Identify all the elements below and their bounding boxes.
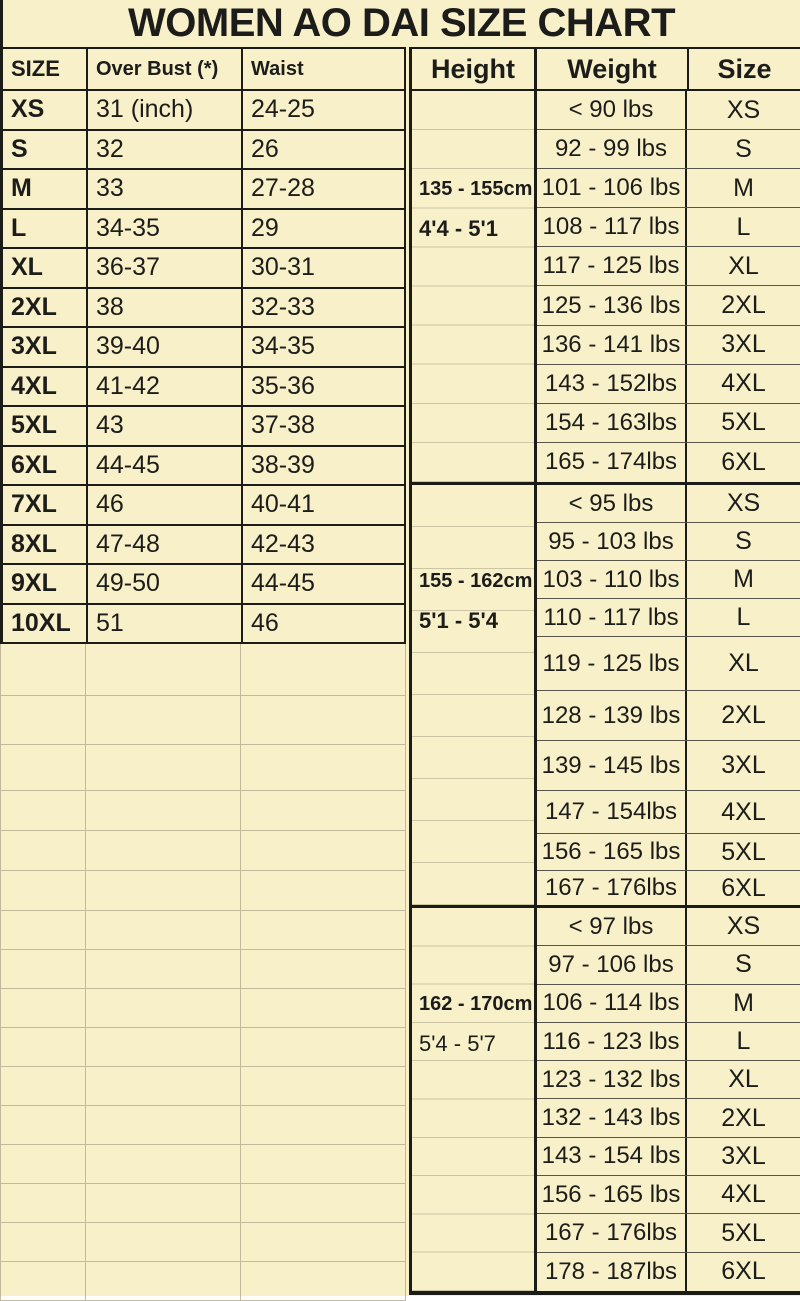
empty-over-bust-cell (86, 950, 241, 988)
weight-cell: 119 - 125 lbs (537, 637, 687, 690)
empty-waist-cell (241, 1106, 406, 1144)
empty-size-cell (1, 1145, 86, 1183)
weight-size-group-2 (537, 485, 800, 908)
empty-size-cell (1, 1067, 86, 1105)
weight-cell: 108 - 117 lbs (537, 208, 687, 246)
tables-container (0, 47, 800, 1296)
size-cell: XL (728, 1065, 759, 1094)
size-cell: XL (728, 649, 759, 677)
empty-waist-cell (241, 1262, 406, 1300)
measurement-row (0, 447, 406, 487)
weight-size-row (537, 365, 800, 404)
height-group-cell (412, 908, 534, 1291)
empty-over-bust-cell (86, 745, 241, 790)
measurement-table-header-row (0, 47, 406, 91)
size-cell: XS (726, 489, 761, 517)
measurement-row (0, 210, 406, 250)
empty-size-cell (1, 1106, 86, 1144)
empty-over-bust-cell (86, 1028, 241, 1066)
size-cell: S (735, 950, 752, 979)
weight-size-row (537, 599, 800, 637)
empty-over-bust-cell (86, 791, 241, 830)
measurement-row (0, 328, 406, 368)
over-bust-cell: 34-35 (88, 210, 243, 248)
measurement-row (0, 526, 406, 566)
weight-cell: 132 - 143 lbs (537, 1099, 687, 1136)
empty-waist-cell (241, 1184, 406, 1222)
height-range-ft: 5'4 - 5'7 (419, 1030, 496, 1056)
measurement-row (0, 486, 406, 526)
empty-row (0, 1145, 406, 1184)
empty-over-bust-cell (86, 989, 241, 1027)
empty-waist-cell (241, 911, 406, 949)
empty-row (0, 1223, 406, 1262)
empty-waist-cell (241, 1145, 406, 1183)
page-title: WOMEN AO DAI SIZE CHART (0, 0, 800, 47)
height-range-ft: 5'1 - 5'4 (419, 607, 498, 633)
weight-cell: 167 - 176lbs (537, 871, 687, 905)
empty-waist-cell (241, 1223, 406, 1261)
size-cell: M (733, 565, 754, 593)
weight-cell: 123 - 132 lbs (537, 1061, 687, 1098)
size-cell: M (3, 170, 88, 208)
over-bust-cell: 39-40 (88, 328, 243, 366)
weight-size-row (537, 741, 800, 791)
empty-over-bust-cell (86, 1223, 241, 1261)
weight-size-row (537, 1214, 800, 1252)
weight-cell: < 90 lbs (537, 91, 687, 129)
size-cell: XS (726, 912, 761, 941)
weight-cell: 101 - 106 lbs (537, 169, 687, 207)
weight-cell: 156 - 165 lbs (537, 834, 687, 870)
weight-size-row (537, 834, 800, 871)
empty-over-bust-cell (86, 871, 241, 910)
measurement-row (0, 131, 406, 171)
column-header-size-right: Size (717, 53, 772, 84)
weight-cell: 95 - 103 lbs (537, 523, 687, 560)
size-cell: 2XL (721, 701, 766, 729)
waist-cell: 38-39 (243, 447, 406, 485)
size-cell: 3XL (3, 328, 88, 366)
column-header-size: SIZE (3, 49, 88, 89)
weight-cell: 110 - 117 lbs (537, 599, 687, 636)
empty-row (0, 1262, 406, 1301)
size-cell: 4XL (721, 797, 766, 826)
weight-size-group-1 (537, 91, 800, 485)
weight-size-row (537, 946, 800, 984)
empty-over-bust-cell (86, 1145, 241, 1183)
waist-cell: 42-43 (243, 526, 406, 564)
measurement-table-solid-section (0, 47, 406, 644)
empty-size-cell (1, 644, 86, 695)
size-cell: L (736, 212, 751, 241)
weight-size-row (537, 985, 800, 1023)
empty-row (0, 1028, 406, 1067)
empty-row (0, 911, 406, 950)
empty-waist-cell (241, 871, 406, 910)
size-cell: 9XL (3, 565, 88, 603)
weight-size-row (537, 404, 800, 443)
size-cell: L (736, 603, 751, 631)
size-cell: L (736, 1027, 751, 1056)
column-header-over-bust: Over Bust (*) (88, 49, 243, 89)
empty-size-cell (1, 1028, 86, 1066)
empty-size-cell (1, 950, 86, 988)
size-cell: 2XL (3, 289, 88, 327)
over-bust-cell: 49-50 (88, 565, 243, 603)
size-cell: 4XL (3, 368, 88, 406)
empty-size-cell (1, 696, 86, 744)
empty-size-cell (1, 871, 86, 910)
empty-row (0, 745, 406, 791)
empty-over-bust-cell (86, 696, 241, 744)
waist-cell: 32-33 (243, 289, 406, 327)
height-range-ft: 4'4 - 5'1 (419, 215, 498, 241)
empty-size-cell (1, 1223, 86, 1261)
size-cell: XS (3, 91, 88, 129)
size-cell: 5XL (721, 837, 766, 866)
height-group-cell (412, 485, 534, 908)
weight-cell: 116 - 123 lbs (537, 1023, 687, 1060)
weight-cell: 167 - 176lbs (537, 1214, 687, 1251)
waist-cell: 26 (243, 131, 406, 169)
size-cell: 3XL (721, 1141, 766, 1170)
empty-row (0, 696, 406, 745)
size-cell: 5XL (721, 1218, 766, 1247)
size-cell: 7XL (3, 486, 88, 524)
weight-size-row (537, 485, 800, 523)
over-bust-cell: 44-45 (88, 447, 243, 485)
over-bust-cell: 36-37 (88, 249, 243, 287)
weight-size-row (537, 1138, 800, 1176)
empty-waist-cell (241, 989, 406, 1027)
weight-size-row (537, 908, 800, 946)
weight-cell: 106 - 114 lbs (537, 985, 687, 1022)
weight-cell: < 95 lbs (537, 485, 687, 522)
empty-over-bust-cell (86, 831, 241, 870)
size-cell: 6XL (3, 447, 88, 485)
weight-size-row (537, 691, 800, 741)
empty-size-cell (1, 989, 86, 1027)
size-cell: S (735, 134, 752, 163)
size-cell: XS (726, 95, 761, 124)
empty-size-cell (1, 1184, 86, 1222)
empty-waist-cell (241, 1028, 406, 1066)
size-cell: XL (3, 249, 88, 287)
measurement-row (0, 289, 406, 329)
empty-over-bust-cell (86, 1106, 241, 1144)
weight-cell: 165 - 174lbs (537, 443, 687, 482)
empty-waist-cell (241, 696, 406, 744)
weight-size-row (537, 208, 800, 247)
empty-waist-cell (241, 950, 406, 988)
size-cell: 10XL (3, 605, 88, 643)
weight-size-row (537, 523, 800, 561)
empty-over-bust-cell (86, 644, 241, 695)
column-header-height: Height (412, 49, 537, 89)
weight-size-column (537, 91, 800, 1291)
measurement-table-empty-section (0, 644, 406, 1301)
size-cell: S (735, 527, 752, 555)
over-bust-cell: 38 (88, 289, 243, 327)
weight-size-row (537, 247, 800, 286)
over-bust-cell: 33 (88, 170, 243, 208)
waist-cell: 44-45 (243, 565, 406, 603)
empty-over-bust-cell (86, 911, 241, 949)
weight-cell: 125 - 136 lbs (537, 286, 687, 324)
empty-size-cell (1, 831, 86, 870)
size-cell: 6XL (721, 447, 766, 476)
weight-size-row (537, 1176, 800, 1214)
empty-size-cell (1, 911, 86, 949)
over-bust-cell: 31 (inch) (88, 91, 243, 129)
weight-size-group-3 (537, 908, 800, 1291)
empty-size-cell (1, 745, 86, 790)
weight-cell: 178 - 187lbs (537, 1253, 687, 1291)
size-cell: M (733, 988, 754, 1017)
height-column (412, 91, 537, 1291)
size-cell: 5XL (721, 408, 766, 437)
measurement-row (0, 368, 406, 408)
weight-cell: 147 - 154lbs (537, 791, 687, 833)
over-bust-cell: 51 (88, 605, 243, 643)
empty-row (0, 1106, 406, 1145)
waist-cell: 46 (243, 605, 406, 643)
measurement-row (0, 605, 406, 645)
size-cell: L (3, 210, 88, 248)
size-cell: 3XL (721, 330, 766, 359)
empty-waist-cell (241, 644, 406, 695)
weight-cell: 139 - 145 lbs (537, 741, 687, 790)
over-bust-cell: 43 (88, 407, 243, 445)
weight-cell: 92 - 99 lbs (537, 130, 687, 168)
waist-cell: 37-38 (243, 407, 406, 445)
height-weight-header-row (412, 49, 800, 91)
weight-size-row (537, 1253, 800, 1291)
over-bust-cell: 47-48 (88, 526, 243, 564)
weight-size-row (537, 169, 800, 208)
waist-cell: 27-28 (243, 170, 406, 208)
weight-size-row (537, 286, 800, 325)
size-cell: XL (728, 251, 759, 280)
waist-cell: 35-36 (243, 368, 406, 406)
measurement-table (0, 47, 406, 1296)
empty-row (0, 791, 406, 831)
size-cell: 2XL (721, 1103, 766, 1132)
empty-waist-cell (241, 1067, 406, 1105)
size-cell: 4XL (721, 369, 766, 398)
weight-cell: < 97 lbs (537, 908, 687, 945)
height-range-cm: 162 - 170cm (419, 993, 533, 1015)
size-cell: 6XL (721, 873, 766, 902)
weight-size-row (537, 561, 800, 599)
measurement-row (0, 565, 406, 605)
over-bust-cell: 41-42 (88, 368, 243, 406)
empty-row (0, 644, 406, 696)
size-cell: 2XL (721, 291, 766, 320)
height-weight-body (412, 91, 800, 1291)
waist-cell: 30-31 (243, 249, 406, 287)
weight-cell: 136 - 141 lbs (537, 326, 687, 364)
weight-cell: 154 - 163lbs (537, 404, 687, 442)
column-header-waist: Waist (243, 49, 406, 89)
weight-size-row (537, 791, 800, 834)
weight-size-row (537, 1061, 800, 1099)
height-group-cell (412, 91, 534, 485)
weight-cell: 143 - 152lbs (537, 365, 687, 403)
empty-row (0, 950, 406, 989)
weight-size-row (537, 1099, 800, 1137)
empty-row (0, 989, 406, 1028)
weight-size-row (537, 1023, 800, 1061)
waist-cell: 40-41 (243, 486, 406, 524)
over-bust-cell: 32 (88, 131, 243, 169)
height-range-cm: 135 - 155cm (419, 178, 533, 200)
height-weight-table (409, 47, 800, 1295)
weight-cell: 156 - 165 lbs (537, 1176, 687, 1213)
empty-size-cell (1, 1262, 86, 1300)
over-bust-cell: 46 (88, 486, 243, 524)
weight-size-row (537, 91, 800, 130)
weight-size-row (537, 443, 800, 482)
empty-row (0, 871, 406, 911)
weight-size-row (537, 871, 800, 905)
empty-row (0, 1067, 406, 1106)
empty-over-bust-cell (86, 1262, 241, 1300)
empty-over-bust-cell (86, 1067, 241, 1105)
measurement-row (0, 170, 406, 210)
size-cell: S (3, 131, 88, 169)
weight-cell: 143 - 154 lbs (537, 1138, 687, 1175)
measurement-row (0, 407, 406, 447)
empty-size-cell (1, 791, 86, 830)
empty-waist-cell (241, 791, 406, 830)
weight-cell: 128 - 139 lbs (537, 691, 687, 740)
size-cell: 4XL (721, 1180, 766, 1209)
weight-size-row (537, 326, 800, 365)
empty-over-bust-cell (86, 1184, 241, 1222)
weight-size-row (537, 130, 800, 169)
waist-cell: 29 (243, 210, 406, 248)
measurement-row (0, 91, 406, 131)
empty-row (0, 831, 406, 871)
weight-cell: 117 - 125 lbs (537, 247, 687, 285)
empty-waist-cell (241, 745, 406, 790)
height-range-cm: 155 - 162cm (419, 570, 533, 592)
size-cell: 5XL (3, 407, 88, 445)
column-header-weight: Weight (537, 49, 689, 89)
measurement-table-body (0, 91, 406, 644)
size-cell: 6XL (721, 1257, 766, 1286)
size-cell: 3XL (721, 751, 766, 779)
measurement-row (0, 249, 406, 289)
empty-waist-cell (241, 831, 406, 870)
weight-cell: 97 - 106 lbs (537, 946, 687, 983)
empty-row (0, 1184, 406, 1223)
waist-cell: 34-35 (243, 328, 406, 366)
size-cell: M (733, 173, 754, 202)
waist-cell: 24-25 (243, 91, 406, 129)
size-cell: 8XL (3, 526, 88, 564)
weight-cell: 103 - 110 lbs (537, 561, 687, 598)
weight-size-row (537, 637, 800, 691)
